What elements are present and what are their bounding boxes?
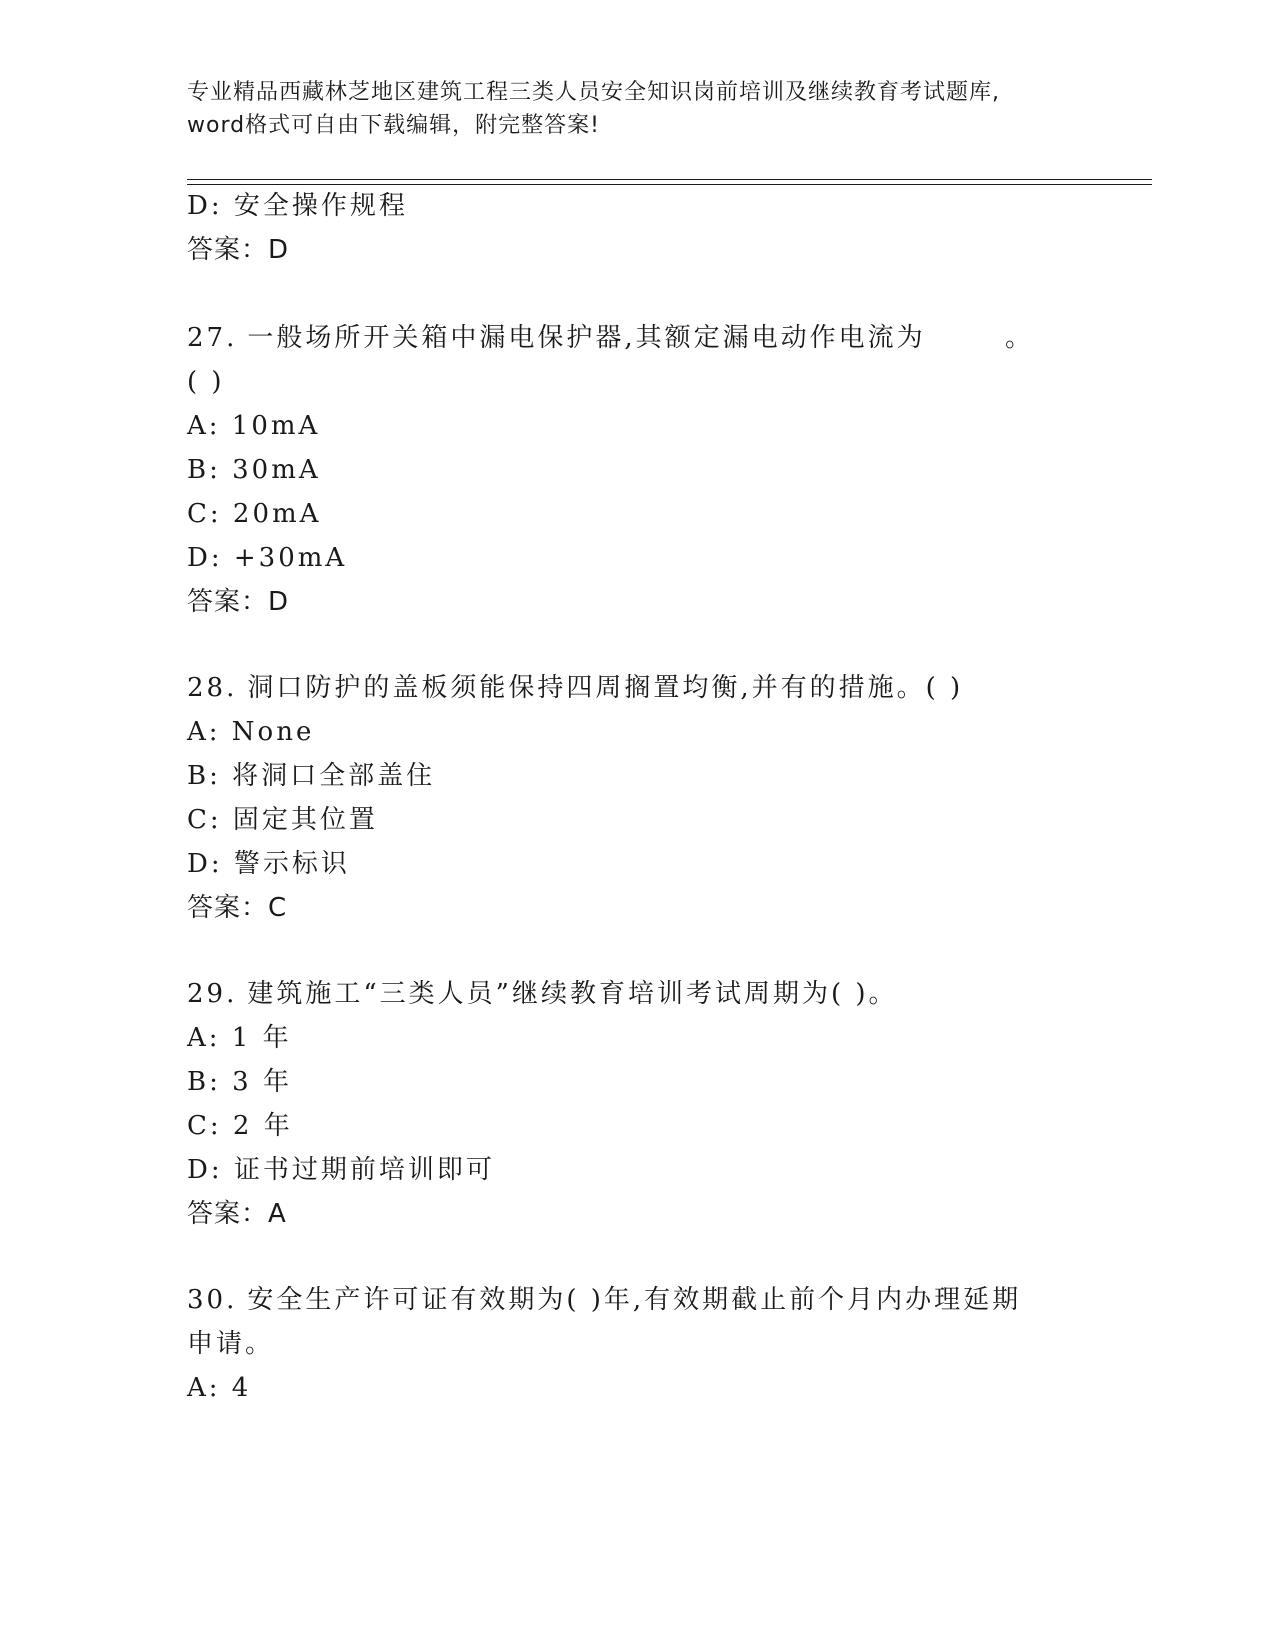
q30-stem-line2: 申请。 xyxy=(187,1329,275,1359)
document-header xyxy=(187,76,1087,142)
q27-option-d: D: +30mA xyxy=(187,543,348,573)
header-line-2: word格式可自由下载编辑，附完整答案! xyxy=(187,113,600,138)
q30-stem xyxy=(187,1284,1021,1316)
q29-stem xyxy=(187,978,898,1010)
q29-option-c: C: 2 年 xyxy=(187,1111,293,1141)
prev-option-d: D: 安全操作规程 xyxy=(187,191,408,221)
q30-number: 30. xyxy=(187,1285,238,1315)
header-rule-bottom xyxy=(187,184,1152,185)
q30-option-a: A: 4 xyxy=(187,1373,252,1403)
q27-stem-text: 一般场所开关箱中漏电保护器,其额定漏电动作电流为 xyxy=(247,323,926,353)
q29-option-a: A: 1 年 xyxy=(187,1023,292,1053)
q29-answer: 答案：A xyxy=(187,1199,287,1229)
header-line-1: 专业精品西藏林芝地区建筑工程三类人员安全知识岗前培训及继续教育考试题库, xyxy=(187,80,1000,105)
q29-option-b: B: 3 年 xyxy=(187,1067,292,1097)
q28-stem-text: 洞口防护的盖板须能保持四周搁置均衡,并有的措施。( ) xyxy=(247,673,964,703)
prev-answer: 答案：D xyxy=(187,235,290,265)
q28-option-a: A: None xyxy=(187,717,315,747)
q28-option-d: D: 警示标识 xyxy=(187,849,350,879)
q28-option-c: C: 固定其位置 xyxy=(187,805,378,835)
q27-stem-end: 。 xyxy=(1005,323,1035,353)
q29-option-d: D: 证书过期前培训即可 xyxy=(187,1155,495,1185)
q27-option-c: C: 20mA xyxy=(187,499,322,529)
q28-stem xyxy=(187,672,963,704)
q27-option-a: A: 10mA xyxy=(187,411,321,441)
q27-number: 27. xyxy=(187,323,238,353)
header-rule-top xyxy=(187,179,1152,180)
q29-number: 29. xyxy=(187,979,238,1009)
q30-stem-text: 安全生产许可证有效期为( )年,有效期截止前个月内办理延期 xyxy=(247,1285,1022,1315)
q27-option-b: B: 30mA xyxy=(187,455,321,485)
q27-stem-line2: ( ) xyxy=(187,367,225,397)
q27-answer: 答案：D xyxy=(187,587,290,617)
q28-number: 28. xyxy=(187,673,238,703)
q28-answer: 答案：C xyxy=(187,893,288,923)
q28-option-b: B: 将洞口全部盖住 xyxy=(187,761,436,791)
q29-stem-text: 建筑施工“三类人员”继续教育培训考试周期为( )。 xyxy=(247,979,898,1009)
